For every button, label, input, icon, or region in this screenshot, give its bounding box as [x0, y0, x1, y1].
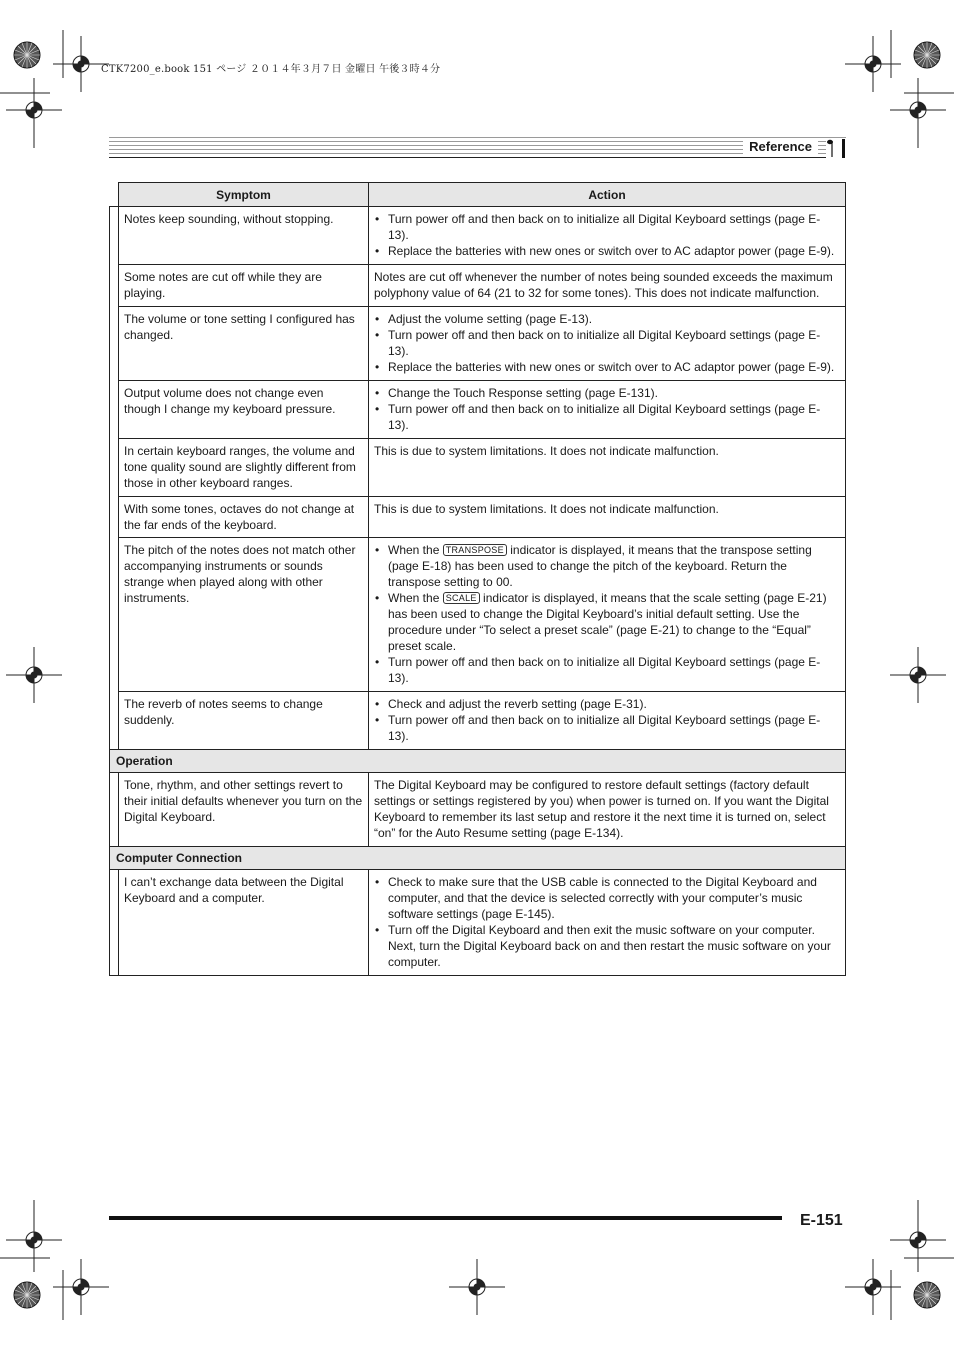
action-cell: Notes are cut off whenever the number of notes being sounded exceeds the maximum polyphony value of 64 (21 to 32 for some tones). This does not indicate malfunction. [369, 265, 846, 307]
table-row [110, 773, 846, 847]
column-header-symptom: Symptom [119, 183, 369, 207]
symptom-cell: The pitch of the notes does not match other accompanying instruments or sounds strange when played along with other instruments. [119, 538, 369, 692]
page-number: E-151 [800, 1212, 843, 1229]
action-cell: This is due to system limitations. It does not indicate malfunction. [369, 439, 846, 497]
list-item-text: When the [388, 543, 443, 557]
list-item: • Check to make sure that the USB cable is connected to the Digital Keyboard and computer, and that the device is selected correctly with your computer’s music software settings (page E-145). [374, 874, 840, 922]
table-row [110, 439, 846, 497]
symptom-cell: Tone, rhythm, and other settings revert to their initial defaults whenever you turn on the Digital Keyboard. [119, 773, 369, 847]
table-row [110, 497, 846, 538]
list-item-text: When the [388, 591, 443, 605]
symptom-cell: The volume or tone setting I configured has changed. [119, 307, 369, 381]
section-title: Reference [743, 139, 818, 154]
footer-rule [109, 1216, 782, 1220]
list-item [374, 590, 840, 654]
list-item: • Turn power off and then back on to initialize all Digital Keyboard settings (page E-13). [374, 712, 840, 744]
list-item: • Check and adjust the reverb setting (page E-31). [374, 696, 840, 712]
list-item: • Turn off the Digital Keyboard and then exit the music software on your computer. Next, turn the Digital Keyboard back on and then restart the music software on your computer. [374, 922, 840, 970]
list-item: • Turn power off and then back on to initialize all Digital Keyboard settings (page E-13). [374, 654, 840, 686]
list-item: • Change the Touch Response setting (page E-131). [374, 385, 840, 401]
symptom-cell: Output volume does not change even though I change my keyboard pressure. [119, 381, 369, 439]
action-cell [369, 692, 846, 750]
list-item-text: indicator is displayed, it means that the transpose setting (page E-18) has been used to change the pitch of the keyboard. Return the transpose setting to 00. [388, 543, 812, 589]
symptom-cell: I can’t exchange data between the Digital Keyboard and a computer. [119, 870, 369, 976]
list-item: • Replace the batteries with new ones or switch over to AC adaptor power (page E-9). [374, 243, 840, 259]
section-row-computer-connection [110, 847, 846, 870]
list-item: • Turn power off and then back on to initialize all Digital Keyboard settings (page E-13). [374, 327, 840, 359]
table-row [110, 692, 846, 750]
section-heading: Operation [110, 750, 846, 773]
table-row [110, 381, 846, 439]
transpose-indicator: TRANSPOSE [443, 544, 507, 556]
list-item: • Turn power off and then back on to initialize all Digital Keyboard settings (page E-13). [374, 401, 840, 433]
music-note-icon [826, 138, 846, 158]
list-item: • Replace the batteries with new ones or switch over to AC adaptor power (page E-9). [374, 359, 840, 375]
section-heading: Computer Connection [110, 847, 846, 870]
section-row-operation [110, 750, 846, 773]
action-cell [369, 538, 846, 692]
action-cell [369, 870, 846, 976]
troubleshooting-table [109, 182, 846, 976]
scale-indicator: SCALE [443, 592, 480, 604]
symptom-cell: With some tones, octaves do not change at the far ends of the keyboard. [119, 497, 369, 538]
column-header-action: Action [369, 183, 846, 207]
table-row [110, 207, 846, 265]
list-item [374, 542, 840, 590]
table-row [110, 538, 846, 692]
symptom-cell: The reverb of notes seems to change suddenly. [119, 692, 369, 750]
list-item: • Turn power off and then back on to initialize all Digital Keyboard settings (page E-13). [374, 211, 840, 243]
action-cell [369, 381, 846, 439]
table-row [110, 870, 846, 976]
list-item-text: indicator is displayed, it means that the scale setting (page E-21) has been used to change the Digital Keyboard’s initial default setting. Use the procedure under “To select a preset scale” (page E-21) to change to the “Equal” preset scale. [388, 591, 827, 653]
action-cell: This is due to system limitations. It does not indicate malfunction. [369, 497, 846, 538]
table-row [110, 307, 846, 381]
list-item: • Adjust the volume setting (page E-13). [374, 311, 840, 327]
table-row [110, 265, 846, 307]
symptom-cell: In certain keyboard ranges, the volume and tone quality sound are slightly different from those in other keyboard ranges. [119, 439, 369, 497]
print-file-info: CTK7200_e.book 151 ページ ２０１４年３月７日 金曜日 午後３時４分 [101, 64, 441, 75]
header-rule-lines [109, 137, 846, 159]
action-cell: The Digital Keyboard may be configured to restore default settings (factory default settings or settings registered by you) when power is turned on. If you want the Digital Keyboard to remember its last setup and restore it the next time it is turned on, select “on” for the Auto Resume setting (page E-134). [369, 773, 846, 847]
symptom-cell: Notes keep sounding, without stopping. [119, 207, 369, 265]
action-cell [369, 207, 846, 265]
action-cell [369, 307, 846, 381]
symptom-cell: Some notes are cut off while they are playing. [119, 265, 369, 307]
